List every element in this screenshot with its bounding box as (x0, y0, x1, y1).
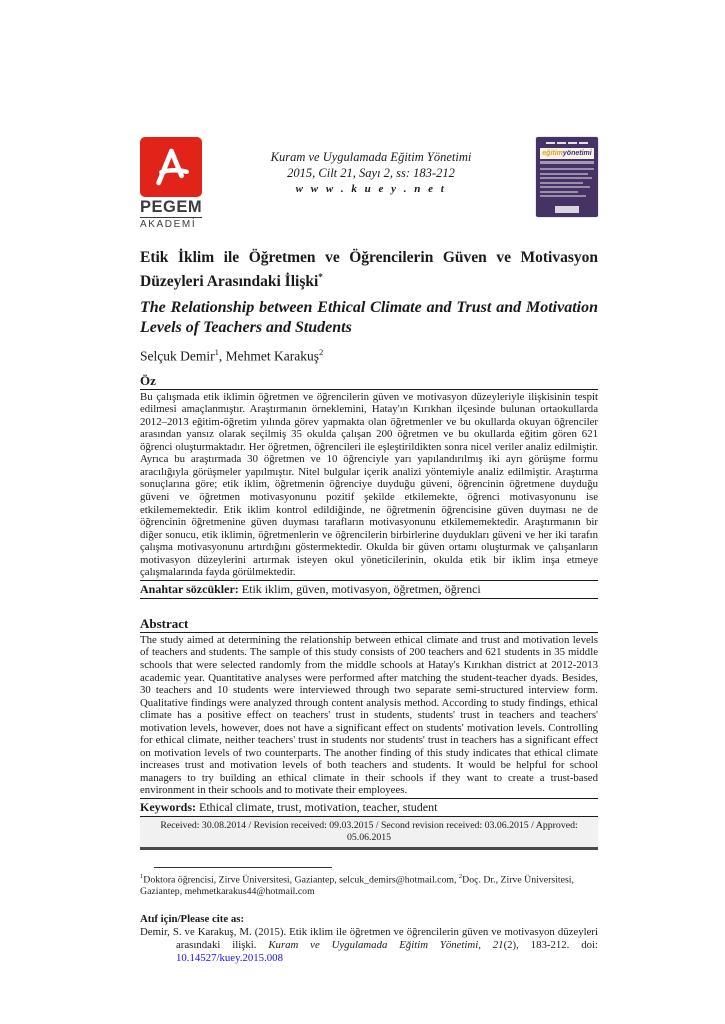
publisher-logo (140, 137, 206, 230)
journal-url: w w w . k u e y . n e t (295, 183, 447, 195)
footnote-part-1: Doktora öğrencisi, Zirve Üniversitesi, Gaziantep, selcuk_demirs@hotmail.com, (143, 874, 459, 886)
cover-footer-box (555, 206, 579, 213)
journal-info (206, 137, 536, 195)
publisher-subname: AKADEMİ (140, 217, 202, 230)
author-line (140, 347, 598, 365)
cover-title-part1: eğitim (542, 150, 563, 157)
doi-link[interactable]: 10.14527/kuey.2015.008 (176, 952, 283, 965)
english-keywords-text: Ethical climate, trust, motivation, teacher, student (196, 799, 438, 814)
citation-journal-italic: Kuram ve Uygulamada Eğitim Yönetimi, 21 (268, 939, 504, 952)
article-title-english: The Relationship between Ethical Climate and Trust and Motivation Levels of Teachers and Students (140, 299, 598, 337)
received-dates-row: Received: 30.08.2014 / Revision received: 09.03.2015 / Second revision received: 03.06.2015 / Approved: 05.06.2015 (140, 817, 598, 850)
publisher-name: PEGEM (140, 198, 203, 216)
turkish-keywords-label: Anahtar sözcükler: (140, 581, 239, 596)
english-keywords-row (140, 799, 598, 817)
footnote-mark-2: 2 (458, 872, 463, 880)
author-2-affiliation-mark: 2 (318, 347, 324, 358)
abstract-body: The study aimed at determining the relationship between ethical climate and trust and motivation levels of teachers and students. The sample of this study consists of 200 teachers and 621 students in 35 middle schools that were selected randomly from the middle schools at Hatay's Kırıkhan district at 2012-2013 academic year. Quantitative analyses were performed after matching the student-teacher dyads. Besides, 30 teachers and 10 students were interviewed through two separate semi-structured interview form. Qualitative findings were analyzed through content analysis method. According to study findings, ethical climate has a positive effect on teachers' trust in students, students' trust in teachers and teachers' motivation levels, however, does not have a significant effect on students' motivation levels. Controlling for ethical climate, neither teachers' trust in students nor students' trust in teachers has a significant effect on motivation levels of two counterparts. The another finding of this study indicates that ethical climate increases trust and motivation levels of both teachers and students. It would be helpful for school managers to try building an ethical climate in their schools if they want to create a trust-based environment in their schools and to motivate their employees. (140, 633, 598, 799)
turkish-keywords-row (140, 581, 598, 599)
article-first-page (140, 0, 598, 965)
journal-issue-info: 2015, Cilt 21, Sayı 2, ss: 183-212 (287, 166, 455, 180)
turkish-keywords-text: Etik iklim, güven, motivasyon, öğretmen, öğrenci (238, 581, 481, 596)
footnote-part-2: Doç. Dr., Zirve Üniversitesi, Gaziantep, mehmetkarakus44@hotmail.com (140, 874, 574, 898)
cover-title (540, 148, 594, 159)
citation-part-2: (2), 183-212. doi: (503, 939, 599, 952)
journal-title: Kuram ve Uygulamada Eğitim Yönetimi (270, 150, 472, 164)
author-1-affiliation-mark: 1 (214, 347, 219, 358)
journal-header (140, 137, 598, 230)
pegem-logo-icon (140, 137, 202, 197)
citation-text (140, 926, 598, 966)
abstract-heading: Abstract (140, 616, 598, 633)
author-1: Selçuk Demir (140, 348, 215, 364)
article-title-turkish (140, 248, 598, 291)
title-footnote-asterisk: * (318, 271, 323, 282)
article-title-turkish-text: Etik İklim ile Öğretmen ve Öğrencilerin Güven ve Motivasyon Düzeyleri Arasındaki İlişki (140, 249, 598, 290)
oz-body: Bu çalışmada etik iklimin öğretmen ve öğrencilerin güven ve motivasyon düzeyleriyle ilişkisinin tespit edilmesi amaçlanmıştır. Araştırmanın örneklemini, Hatay'ın Kırıkhan ilçesinde bulunan ortaokullarda 2012–2013 eğitim-öğretim yılında görev yapmakta olan öğretmenler ve bu okullarda okuyan öğrenciler arasından yansız olarak seçilmiş 35 okulda çalışan 200 öğretmen ve bu okullarda eğitim gören 621 öğrenci oluşturmaktadır. Her öğretmen, öğrencileri ile eşleştirildikten sonra nicel veriler analiz edilmiştir. Ayrıca bu araştırmada 30 öğretmen ve 10 öğrenciyle yarı yapılandırılmış iki ayrı görüşme formu aracılığıyla görüşmeler yapılmıştır. Nitel bulgular içerik analizi yöntemiyle analiz edilmiştir. Araştırma sonuçlarına göre; etik iklim, öğretmenin öğrenciye duyduğu güveni, öğrencinin öğretmene duyduğu güveni ve öğretmen motivasyonunu pozitif şekilde etkilemekte, öğrenci motivasyonunu ise etkilememektedir. Etik iklim kontrol edildiğinde, ne öğretmenin öğrencisine güven duyması ne de öğrencinin öğretmenine güven duyması tarafların motivasyonunu etkilememektedir. Araştırmanın bir diğer sonucu, etik iklimin, öğretmenlerin ve öğrencilerin birbirlerine duydukları güveni ve her iki tarafın çalışma motivasyonunu artırdığını göstermektedir. Okulda bir güven ortamı oluşturmak ve çalışanların motivasyon düzeylerini artırmak isteyen okul yöneticilerinin, okulda etik bir iklim inşa etmeye çalışmalarında fayda görülmektedir. (140, 390, 598, 581)
cover-text-lines (540, 168, 594, 197)
footnote-separator-rule (154, 867, 332, 868)
author-2: Mehmet Karakuş (225, 348, 319, 364)
footnote-mark-1: 1 (140, 872, 144, 880)
citation-part-1: Demir, S. ve Karakuş, M. (2015). Etik iklim ile öğretmen ve öğrencilerin güven ve motivasyon düzeyleri arasındaki ilişki. (140, 925, 598, 952)
author-affiliations-footnote (140, 871, 598, 898)
cover-title-part2: yönetimi (562, 150, 592, 157)
author-separator: , (218, 348, 226, 364)
cover-subtitle-bar (540, 161, 594, 164)
oz-heading: Öz (140, 373, 598, 390)
cover-top-marks (540, 142, 594, 144)
journal-cover-thumbnail (536, 137, 598, 217)
stylized-a-icon (149, 145, 193, 189)
citation-label: Atıf için/Please cite as: (140, 912, 245, 925)
english-keywords-label: Keywords: (140, 799, 196, 814)
